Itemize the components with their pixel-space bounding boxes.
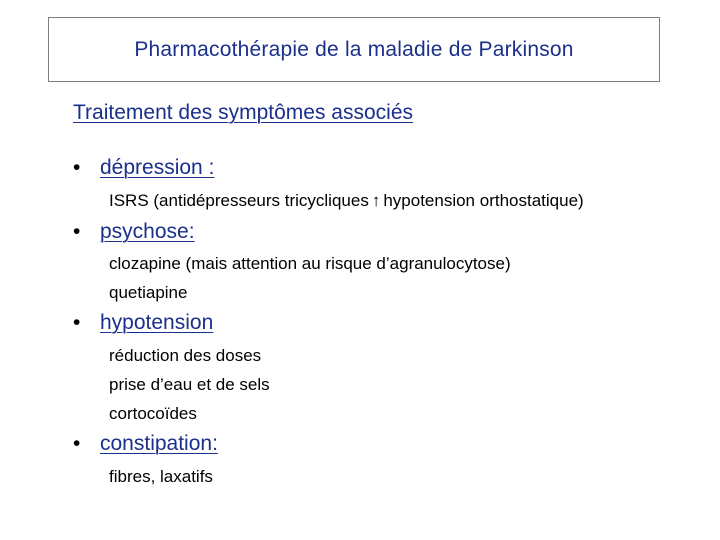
title-box — [48, 17, 660, 82]
bullet-hypotension — [73, 311, 213, 335]
slide-title: Pharmacothérapie de la maladie de Parkinson — [134, 37, 574, 61]
bullet-dot: • — [73, 156, 81, 179]
line-text-after: hypotension orthostatique) — [383, 191, 584, 210]
bullet-constipation — [73, 432, 218, 456]
bullet-psychose — [73, 220, 195, 244]
slide-subtitle: Traitement des symptômes associés — [73, 101, 414, 124]
bullet-label: constipation: — [100, 432, 218, 455]
bullet-dot: • — [73, 311, 81, 334]
psychose-line-1: clozapine (mais attention au risque d’agranulocytose) — [109, 254, 511, 273]
bullet-label: hypotension — [100, 311, 214, 334]
psychose-line-2: quetiapine — [109, 283, 188, 302]
bullet-label: dépression : — [100, 156, 215, 179]
hypotension-line-2: prise d’eau et de sels — [109, 375, 270, 394]
line-text-before: ISRS (antidépresseurs tricycliques — [109, 191, 369, 210]
depression-line-1 — [109, 191, 584, 211]
bullet-label: psychose: — [100, 220, 195, 243]
bullet-depression — [73, 156, 214, 180]
bullet-dot: • — [73, 432, 81, 455]
constipation-line-1: fibres, laxatifs — [109, 467, 213, 486]
arrow-up-icon: ↑ — [371, 191, 381, 210]
hypotension-line-3: cortocoïdes — [109, 404, 197, 423]
bullet-dot: • — [73, 220, 81, 243]
hypotension-line-1: réduction des doses — [109, 346, 262, 365]
